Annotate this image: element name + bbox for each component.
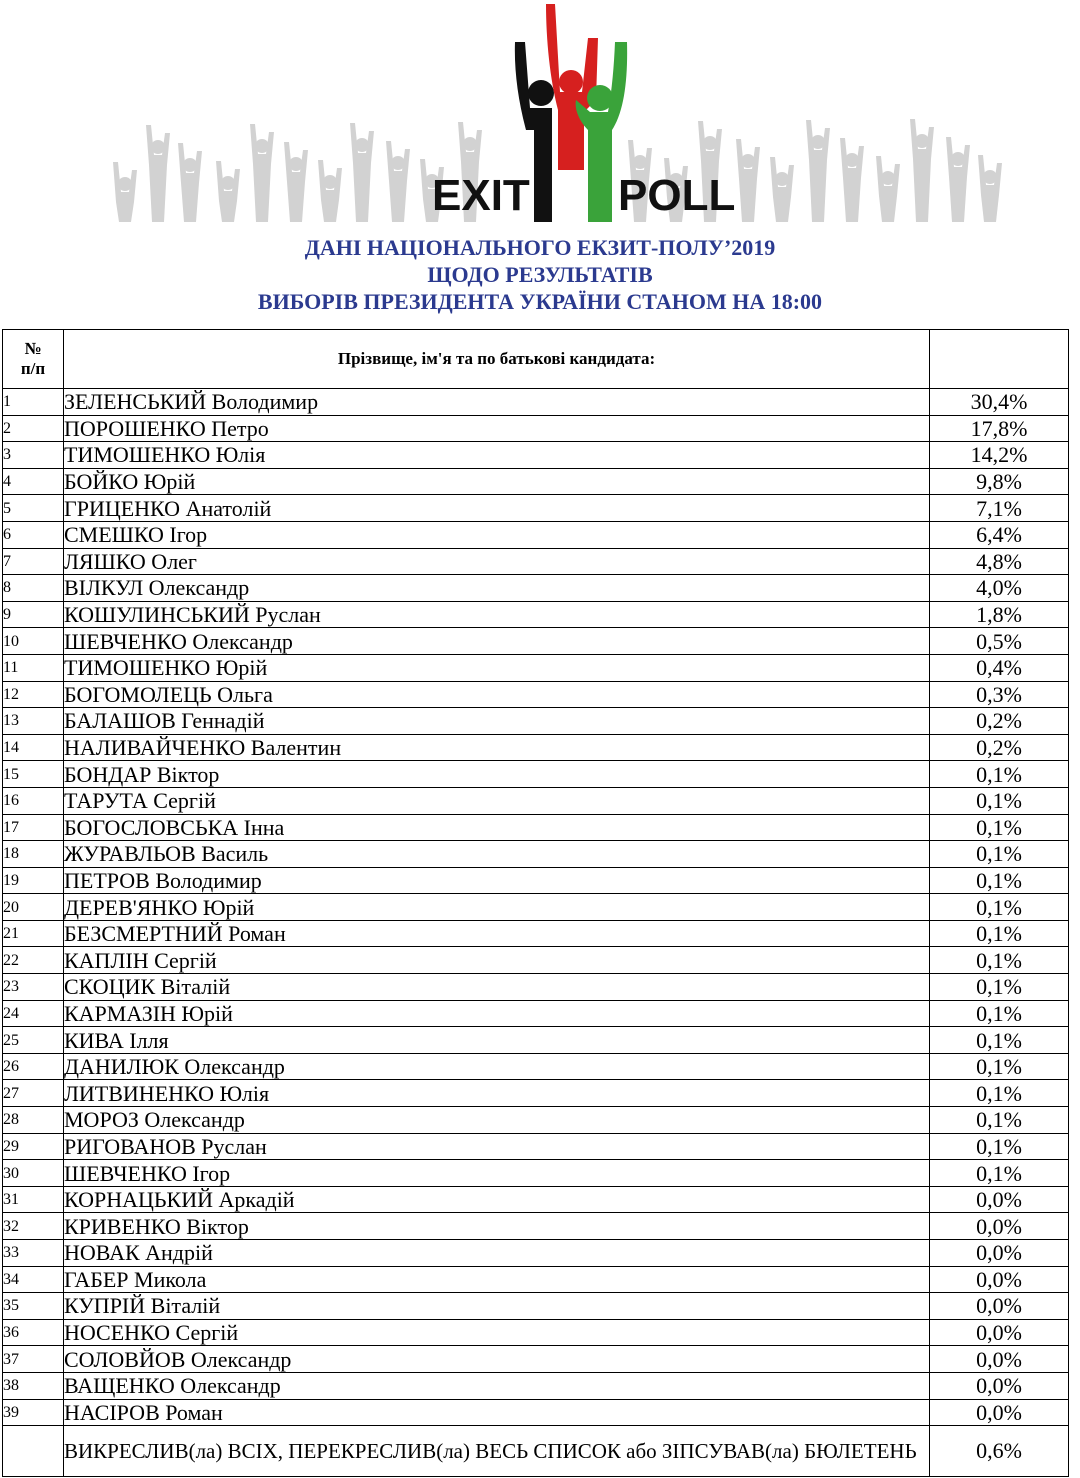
candidate-percent: 0,1% <box>930 814 1069 841</box>
candidate-name: БОГОМОЛЕЦЬ Ольга <box>64 681 930 708</box>
candidate-percent: 0,0% <box>930 1240 1069 1267</box>
candidate-name: ГАБЕР Микола <box>64 1266 930 1293</box>
candidate-percent: 0,5% <box>930 628 1069 655</box>
candidate-name: РИГОВАНОВ Руслан <box>64 1133 930 1160</box>
candidate-name: ВІЛКУЛ Олександр <box>64 575 930 602</box>
candidate-percent: 0,1% <box>930 1053 1069 1080</box>
row-number: 20 <box>3 894 64 921</box>
candidate-percent: 0,3% <box>930 681 1069 708</box>
header-value <box>930 330 1069 389</box>
candidate-percent: 0,2% <box>930 708 1069 735</box>
table-row <box>3 442 1069 469</box>
candidate-percent: 0,1% <box>930 947 1069 974</box>
candidate-percent: 9,8% <box>930 468 1069 495</box>
candidate-percent: 0,1% <box>930 867 1069 894</box>
candidate-name: ГРИЦЕНКО Анатолій <box>64 495 930 522</box>
candidate-percent: 17,8% <box>930 415 1069 442</box>
row-number: 2 <box>3 415 64 442</box>
table-row <box>3 1266 1069 1293</box>
row-number: 4 <box>3 468 64 495</box>
candidate-percent: 14,2% <box>930 442 1069 469</box>
table-row <box>3 708 1069 735</box>
candidate-name: НАЛИВАЙЧЕНКО Валентин <box>64 734 930 761</box>
crowd-figure-body <box>350 123 374 222</box>
candidate-name: БОНДАР Віктор <box>64 761 930 788</box>
candidate-percent: 0,0% <box>930 1293 1069 1320</box>
candidate-name: ТАРУТА Сергій <box>64 787 930 814</box>
row-number: 17 <box>3 814 64 841</box>
candidate-name: КОРНАЦЬКИЙ Аркадій <box>64 1186 930 1213</box>
table-row <box>3 548 1069 575</box>
header-candidate-name: Прізвище, ім'я та по батькові кандидата: <box>64 330 930 389</box>
candidate-name: ТИМОШЕНКО Юрій <box>64 654 930 681</box>
candidate-name: НОВАК Андрій <box>64 1240 930 1267</box>
crowd-figure-body <box>250 124 274 222</box>
candidate-percent: 1,8% <box>930 601 1069 628</box>
table-row <box>3 389 1069 416</box>
candidate-percent: 0,2% <box>930 734 1069 761</box>
row-number: 6 <box>3 521 64 548</box>
candidate-percent: 0,1% <box>930 1107 1069 1134</box>
table-row <box>3 601 1069 628</box>
row-number: 21 <box>3 920 64 947</box>
row-number: 30 <box>3 1160 64 1187</box>
row-number: 34 <box>3 1266 64 1293</box>
candidate-percent: 0,1% <box>930 894 1069 921</box>
row-number: 24 <box>3 1000 64 1027</box>
candidate-percent: 0,0% <box>930 1346 1069 1373</box>
candidate-percent: 30,4% <box>930 389 1069 416</box>
table-row <box>3 1160 1069 1187</box>
crowd-figure-body <box>318 160 342 222</box>
table-row <box>3 947 1069 974</box>
candidate-percent: 0,1% <box>930 1133 1069 1160</box>
row-number: 39 <box>3 1399 64 1426</box>
table-row <box>3 1213 1069 1240</box>
table-row <box>3 814 1069 841</box>
table-row <box>3 654 1069 681</box>
row-number: 5 <box>3 495 64 522</box>
table-row <box>3 1293 1069 1320</box>
table-row <box>3 575 1069 602</box>
exit-poll-logo <box>0 0 1080 230</box>
candidate-percent: 0,1% <box>930 761 1069 788</box>
crowd-figure-body <box>178 143 202 222</box>
crowd-figure-body <box>840 138 864 222</box>
candidate-name: ДАНИЛЮК Олександр <box>64 1053 930 1080</box>
table-row <box>3 1053 1069 1080</box>
crowd-silhouettes <box>113 119 1002 222</box>
table-row <box>3 1240 1069 1267</box>
table-row <box>3 521 1069 548</box>
row-number: 18 <box>3 841 64 868</box>
page-title-line-1: ДАНІ НАЦІОНАЛЬНОГО ЕКЗИТ-ПОЛУ’2019 <box>304 235 776 260</box>
candidate-name: МОРОЗ Олександр <box>64 1107 930 1134</box>
crowd-figure-body <box>216 161 240 222</box>
row-number: 27 <box>3 1080 64 1107</box>
candidate-percent: 0,1% <box>930 920 1069 947</box>
spoiled-label: ВИКРЕСЛИВ(ла) ВСІХ, ПЕРЕКРЕСЛИВ(ла) ВЕСЬ СПИСОК або ЗІПСУВАВ(ла) БЮЛЕТЕНЬ <box>64 1426 930 1477</box>
candidate-name: ПОРОШЕНКО Петро <box>64 415 930 442</box>
candidate-name: КРИВЕНКО Віктор <box>64 1213 930 1240</box>
crowd-figure-body <box>386 141 410 222</box>
row-number: 19 <box>3 867 64 894</box>
row-number: 11 <box>3 654 64 681</box>
candidate-percent: 0,0% <box>930 1186 1069 1213</box>
header-number <box>3 330 64 389</box>
table-row <box>3 1399 1069 1426</box>
logo-text-poll: POLL <box>618 171 736 220</box>
candidate-percent: 0,1% <box>930 1000 1069 1027</box>
table-row <box>3 468 1069 495</box>
candidate-percent: 0,0% <box>930 1319 1069 1346</box>
table-body <box>3 389 1069 1477</box>
table-row <box>3 1107 1069 1134</box>
candidate-name: КИВА Ілля <box>64 1027 930 1054</box>
crowd-figure-body <box>770 157 794 222</box>
row-number: 10 <box>3 628 64 655</box>
candidate-name: БОГОСЛОВСЬКА Інна <box>64 814 930 841</box>
row-number <box>3 1426 64 1477</box>
row-number: 14 <box>3 734 64 761</box>
table-row <box>3 1186 1069 1213</box>
candidate-name: НАСІРОВ Роман <box>64 1399 930 1426</box>
table-row <box>3 628 1069 655</box>
table-row <box>3 734 1069 761</box>
table-row <box>3 1319 1069 1346</box>
spoiled-percent: 0,6% <box>930 1426 1069 1477</box>
candidate-name: ЗЕЛЕНСЬКИЙ Володимир <box>64 389 930 416</box>
table-row <box>3 894 1069 921</box>
crowd-figure-body <box>978 155 1002 222</box>
row-number: 12 <box>3 681 64 708</box>
candidate-percent: 0,0% <box>930 1266 1069 1293</box>
candidate-name: БАЛАШОВ Геннадій <box>64 708 930 735</box>
page-title-line-2: ЩОДО РЕЗУЛЬТАТІВ <box>427 262 653 287</box>
candidate-percent: 0,1% <box>930 841 1069 868</box>
candidate-percent: 0,1% <box>930 974 1069 1001</box>
row-number: 9 <box>3 601 64 628</box>
candidate-percent: 0,0% <box>930 1372 1069 1399</box>
candidate-percent: 4,0% <box>930 575 1069 602</box>
candidate-name: КАРМАЗІН Юрій <box>64 1000 930 1027</box>
row-number: 37 <box>3 1346 64 1373</box>
row-number: 32 <box>3 1213 64 1240</box>
row-number: 26 <box>3 1053 64 1080</box>
table-row <box>3 761 1069 788</box>
row-number: 13 <box>3 708 64 735</box>
candidate-name: ЛЯШКО Олег <box>64 548 930 575</box>
table-row <box>3 1372 1069 1399</box>
candidate-name: ДЕРЕВ'ЯНКО Юрій <box>64 894 930 921</box>
crowd-figure-body <box>146 125 170 222</box>
candidate-percent: 0,1% <box>930 787 1069 814</box>
candidate-name: СОЛОВЙОВ Олександр <box>64 1346 930 1373</box>
candidate-percent: 4,8% <box>930 548 1069 575</box>
row-number: 35 <box>3 1293 64 1320</box>
table-row <box>3 1027 1069 1054</box>
row-number: 16 <box>3 787 64 814</box>
candidate-percent: 0,0% <box>930 1399 1069 1426</box>
candidate-name: КУПРІЙ Віталій <box>64 1293 930 1320</box>
results-table <box>2 329 1069 1477</box>
table-row <box>3 1080 1069 1107</box>
table-header-row <box>3 330 1069 389</box>
candidate-name: КОШУЛИНСЬКИЙ Руслан <box>64 601 930 628</box>
candidate-name: КАПЛІН Сергій <box>64 947 930 974</box>
row-number: 36 <box>3 1319 64 1346</box>
row-number: 8 <box>3 575 64 602</box>
candidate-percent: 6,4% <box>930 521 1069 548</box>
crowd-figure-body <box>113 162 137 222</box>
header-number-label: п/п <box>20 359 46 378</box>
table-row <box>3 787 1069 814</box>
candidate-name: ВАЩЕНКО Олександр <box>64 1372 930 1399</box>
table-row <box>3 681 1069 708</box>
row-number: 29 <box>3 1133 64 1160</box>
table-row <box>3 1000 1069 1027</box>
candidate-name: БЕЗСМЕРТНИЙ Роман <box>64 920 930 947</box>
candidate-name: ШЕВЧЕНКО Олександр <box>64 628 930 655</box>
candidate-name: НОСЕНКО Сергій <box>64 1319 930 1346</box>
crowd-figure-body <box>876 156 900 222</box>
row-number: 22 <box>3 947 64 974</box>
table-row <box>3 1133 1069 1160</box>
table-row <box>3 415 1069 442</box>
header-number-symbol: № <box>24 339 42 358</box>
table-row <box>3 495 1069 522</box>
row-number: 28 <box>3 1107 64 1134</box>
row-number: 33 <box>3 1240 64 1267</box>
candidate-percent: 7,1% <box>930 495 1069 522</box>
table-row <box>3 841 1069 868</box>
row-number: 38 <box>3 1372 64 1399</box>
row-number: 23 <box>3 974 64 1001</box>
row-number: 15 <box>3 761 64 788</box>
row-number: 1 <box>3 389 64 416</box>
candidate-name: СМЕШКО Ігор <box>64 521 930 548</box>
candidate-name: БОЙКО Юрій <box>64 468 930 495</box>
candidate-percent: 0,1% <box>930 1027 1069 1054</box>
table-row <box>3 920 1069 947</box>
table-row <box>3 1346 1069 1373</box>
candidate-name: ПЕТРОВ Володимир <box>64 867 930 894</box>
candidate-name: ШЕВЧЕНКО Ігор <box>64 1160 930 1187</box>
candidate-percent: 0,0% <box>930 1213 1069 1240</box>
candidate-percent: 0,1% <box>930 1160 1069 1187</box>
table-row <box>3 974 1069 1001</box>
candidate-percent: 0,1% <box>930 1080 1069 1107</box>
candidate-percent: 0,4% <box>930 654 1069 681</box>
logo-text-exit: EXIT <box>432 171 530 220</box>
candidate-name: ЖУРАВЛЬОВ Василь <box>64 841 930 868</box>
row-number: 31 <box>3 1186 64 1213</box>
candidate-name: ЛИТВИНЕНКО Юлія <box>64 1080 930 1107</box>
row-number: 7 <box>3 548 64 575</box>
row-number: 3 <box>3 442 64 469</box>
page-title-line-3: ВИБОРІВ ПРЕЗИДЕНТА УКРАЇНИ СТАНОМ НА 18:00 <box>257 289 823 314</box>
crowd-figure-body <box>946 137 970 222</box>
candidate-name: СКОЦИК Віталій <box>64 974 930 1001</box>
crowd-figure-body <box>736 139 760 222</box>
table-row-spoiled <box>3 1426 1069 1477</box>
crowd-figure-body <box>284 142 308 222</box>
candidate-name: ТИМОШЕНКО Юлія <box>64 442 930 469</box>
row-number: 25 <box>3 1027 64 1054</box>
table-row <box>3 867 1069 894</box>
